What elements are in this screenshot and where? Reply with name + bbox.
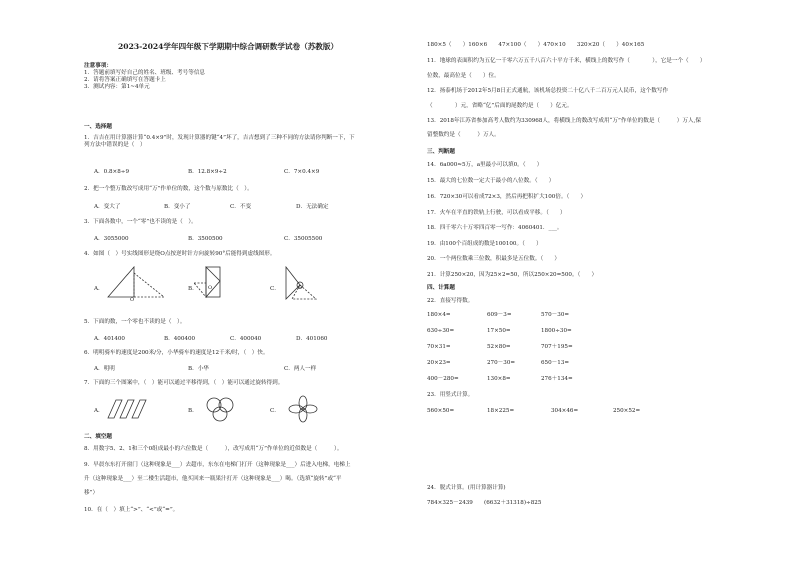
note-item: 1．答题前填写好自己的姓名、班级、考号等信息 [84,70,206,76]
question-24: 24．脱式计算。(用计算器计算) [427,485,506,491]
option: C．两人一样 [284,366,317,372]
rotation-figure-c [282,265,322,301]
note-item: 2．请将答案正确填写在答题卡上 [84,77,166,83]
calc-item: 52×80= [487,344,511,350]
section-calc: 四、计算题 [427,285,455,291]
calc-item: 130×8= [487,376,511,382]
question-8: 8．用数字5、2、1和三个0组成最小的六位数是（ ），改写成用“万”作单位的近似数是（ ）。 [84,446,343,452]
section-judge: 三、判断题 [427,149,455,155]
question-1: 1．吉吉在用计算器计算“0.4×9”时，发现计算器的键“4”坏了，吉吉想到了三种不同的方法请你判断一下，下 [84,135,355,141]
question-22: 22．直接写得数。 [427,298,474,304]
option: A．明明 [94,366,115,372]
calc-item: 707＋195= [541,344,573,350]
question-9-cont: 移”） [84,490,99,496]
note-item: 3．测试内容：第1~4单元 [84,84,150,90]
option: B．400400 [164,336,196,342]
question-13-cont: 留整数约是（ ）万人。 [427,132,500,138]
pattern-figure-c [288,396,318,422]
question-19: 19．由100个百组成的数是100100。（ ） [427,241,542,247]
calc-item: 270－30= [487,360,516,366]
rotation-figure-a [108,265,168,301]
calc-item: 70×31= [427,344,451,350]
svg-text:O: O [208,285,213,291]
calc-item: 180×4= [427,312,451,318]
calc-item: 17×50= [487,328,511,334]
option: B．变小了 [164,204,191,210]
question-18: 18．四千零六十万零四百零一写作：4060401．___。 [427,225,563,231]
svg-text:O: O [298,285,303,291]
calc-item: 400－280= [427,376,459,382]
vertical-calc-item: 250×52= [613,408,641,414]
question-11: 11．地球的表面积约为五亿一千零六万五千八百六十平方千米，横线上的数写作（ ），它是一个（ ） [427,58,706,64]
question-3: 3．下面各数中，一个“零”也不读的是（ ）。 [84,219,197,225]
option: D．401060 [296,336,328,342]
option: A． [94,408,104,414]
question-2: 2．把一个整万数改写成用“万”作单位的数，这个数与原数比（ ）。 [84,186,253,192]
option: B． [188,408,198,414]
question-23: 23．用竖式计算。 [427,392,474,398]
section-choice: 一、选择题 [84,124,112,130]
calc-item: 570－30= [541,312,570,318]
option: A．401400 [94,336,125,342]
option: C．7×0.4×9 [284,169,320,175]
option: A．变大了 [94,204,121,210]
calc-item: 1800÷30= [541,328,572,334]
option: B．小华 [188,366,209,372]
question-9-cont: 升（这种现象是___）至二楼生活超市，他买回来一瓶果汁打开（这种现象是___）喝。（选填“旋转”或“平 [84,476,342,482]
option: C． [270,408,280,414]
question-20: 20．一个两位数乘三位数，积最多是五位数。（ ） [427,256,560,262]
question-17: 17．火车在平直的铁轨上行驶，可以看成平移。（ ） [427,210,566,216]
svg-text:O: O [130,297,135,303]
question-24-row: 784×325－2439 (6632＋31318)÷825 [427,500,542,506]
question-4: 4．如图（ ）号实线图形是绕O点按逆时针方向旋转90°后能得到虚线图形。 [84,251,276,257]
question-10: 10．在（ ）填上“>”、“<”或“=”。 [84,507,179,513]
question-21: 21．计算250×20，因为25×2=50，所以250×20=500。（ ） [427,272,598,278]
question-11-cont: 位数，最高位是（ ）位。 [427,73,500,79]
option: A．0.8×8÷9 [94,169,130,175]
question-12: 12．扬泰机场于2012年5月8日正式通航，该机场总投资二十亿八千二百万元人民币，这个数写作 [427,88,669,94]
option: B． [188,286,198,292]
pattern-figure-b [202,396,238,422]
option: C． [270,286,280,292]
question-9: 9．早晨东东打开窗门（这种现象是___）去超市，东东在电梯门打开（这种现象是___）后进入电梯，电梯上 [84,462,351,468]
question-1-cont: 列方法中错误的是（ ） [84,142,146,148]
option: C．不变 [230,204,252,210]
question-15: 15．最大的七位数一定大于最小的八位数。（ ） [427,178,555,184]
option: D．无法确定 [296,204,329,210]
section-fill: 二、填空题 [84,434,112,440]
question-14: 14．6a000≈5万，a里最小可以填0。（ ） [427,162,543,168]
question-16: 16．720×30可以看成72×3，然后再把积扩大100倍。（ ） [427,194,587,200]
calc-item: 276＋134= [541,376,573,382]
calc-item: 650－13= [541,360,570,366]
vertical-calc-item: 18×225= [487,408,515,414]
calc-item: 609－3= [487,312,512,318]
option: B．3500500 [188,236,223,242]
option: C．400040 [230,336,262,342]
vertical-calc-item: 560×50= [427,408,455,414]
question-10-row: 180×5（ ）160×6 47×100（ ）470×10 320×20（ ）40×165 [427,42,645,48]
notes-heading: 注意事项： [84,63,112,69]
option: C．35005500 [284,236,323,242]
vertical-calc-item: 304×46= [551,408,579,414]
question-13: 13．2018年江苏省参加高考人数约为330968人，将横线上的数改写成用“万”作单位的数是（ ）万人,保 [427,118,701,124]
question-5: 5．下面的数，一个零也不读的是（ ）。 [84,319,186,325]
question-7: 7．下面的三个图案中，（ ）能可以通过平移得到，（ ）能可以通过旋转得到。 [84,380,284,386]
page-title: 2023-2024学年四年级下学期期中综合调研数学试卷（苏教版） [118,42,339,51]
question-12-cont: （ ）元，省略“亿”后面的尾数约是（ ）亿元。 [427,103,573,109]
question-6: 6．明明骑车的速度是200米/分，小华骑车的速度是12千米/时，（ ）快。 [84,350,269,356]
calc-item: 630÷30= [427,328,455,334]
option: B．12.8×9÷2 [188,169,227,175]
rotation-figure-b [194,265,234,301]
option: A．3055000 [94,236,129,242]
pattern-figure-a [108,398,148,420]
option: A． [94,286,104,292]
calc-item: 20×23= [427,360,451,366]
